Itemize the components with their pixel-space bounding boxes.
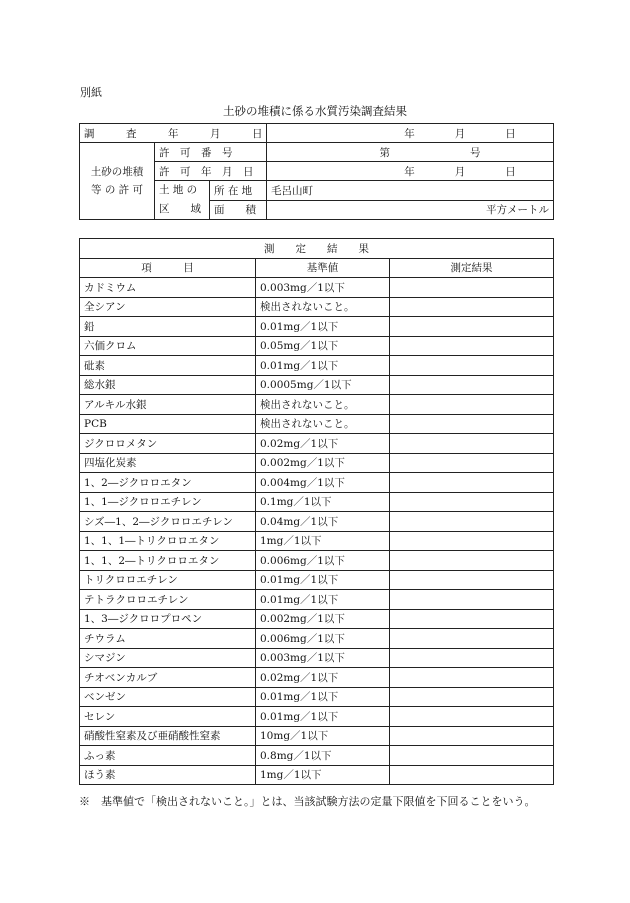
item-cell: シズ―1、2―ジクロロエチレン [80, 512, 256, 532]
result-cell [390, 278, 554, 298]
table-row [80, 395, 554, 415]
day-label: 日 [505, 127, 516, 140]
table-row [80, 609, 554, 629]
table-row [80, 297, 554, 317]
item-cell: チウラム [80, 629, 256, 649]
table-row [80, 629, 554, 649]
result-cell [390, 668, 554, 688]
result-cell [390, 648, 554, 668]
result-cell [390, 434, 554, 454]
table-row [80, 531, 554, 551]
permit-date-label: 許 可 年 月 日 [155, 162, 267, 181]
table-row [80, 356, 554, 376]
result-cell [390, 473, 554, 493]
item-cell: トリクロロエチレン [80, 570, 256, 590]
table-row [80, 492, 554, 512]
item-cell: チオベンカルブ [80, 668, 256, 688]
column-header-result: 測定結果 [390, 258, 554, 278]
table-row [80, 746, 554, 766]
standard-cell: 0.01mg／1以下 [256, 317, 390, 337]
result-cell [390, 570, 554, 590]
permit-year-label: 年 [404, 165, 415, 178]
item-cell: 六価クロム [80, 336, 256, 356]
item-cell: 1、1、2―トリクロロエタン [80, 551, 256, 571]
standard-cell: 0.01mg／1以下 [256, 687, 390, 707]
result-cell [390, 590, 554, 610]
standard-cell: 0.006mg／1以下 [256, 551, 390, 571]
table-row [80, 590, 554, 610]
result-cell [390, 726, 554, 746]
permit-number-value [267, 143, 554, 162]
permit-group-label-line2: 等 の 許 可 [90, 184, 143, 196]
table-row [80, 278, 554, 298]
table-row [80, 648, 554, 668]
item-cell: ジクロロメタン [80, 434, 256, 454]
item-cell: 1、2―ジクロロエタン [80, 473, 256, 493]
standard-cell: 検出されないこと。 [256, 414, 390, 434]
item-cell: 鉛 [80, 317, 256, 337]
standard-cell: 0.01mg／1以下 [256, 707, 390, 727]
table-row [80, 512, 554, 532]
table-row [80, 551, 554, 571]
item-cell: 総水銀 [80, 375, 256, 395]
result-cell [390, 609, 554, 629]
survey-date-label: 調 査 年 月 日 [80, 124, 267, 143]
results-table [79, 238, 554, 785]
standard-cell: 0.003mg／1以下 [256, 648, 390, 668]
standard-cell: 0.002mg／1以下 [256, 609, 390, 629]
table-row [80, 570, 554, 590]
result-cell [390, 551, 554, 571]
standard-cell: 0.01mg／1以下 [256, 590, 390, 610]
table-row [80, 336, 554, 356]
table-row [80, 434, 554, 454]
year-label: 年 [404, 127, 415, 140]
result-cell [390, 492, 554, 512]
permit-day-label: 日 [505, 165, 516, 178]
item-cell: 1、1―ジクロロエチレン [80, 492, 256, 512]
item-cell: 1、1、1―トリクロロエタン [80, 531, 256, 551]
standard-cell: 0.004mg／1以下 [256, 473, 390, 493]
standard-cell: 0.05mg／1以下 [256, 336, 390, 356]
survey-info-table [79, 123, 554, 220]
standard-cell: 0.04mg／1以下 [256, 512, 390, 532]
month-label: 月 [454, 127, 466, 140]
table-row [80, 687, 554, 707]
standard-cell: 1mg／1以下 [256, 765, 390, 785]
location-label: 所 在 地 [210, 181, 267, 201]
table-row [80, 668, 554, 688]
item-cell: ほう素 [80, 765, 256, 785]
result-cell [390, 375, 554, 395]
result-cell [390, 512, 554, 532]
result-cell [390, 356, 554, 376]
item-cell: セレン [80, 707, 256, 727]
item-cell: カドミウム [80, 278, 256, 298]
table-row [80, 765, 554, 785]
result-cell [390, 395, 554, 415]
attachment-label: 別紙 [80, 86, 102, 99]
standard-cell: 検出されないこと。 [256, 395, 390, 415]
result-cell [390, 765, 554, 785]
standard-cell: 0.01mg／1以下 [256, 356, 390, 376]
item-cell: 1、3―ジクロロプロペン [80, 609, 256, 629]
document-title: 土砂の堆積に係る水質汚染調査結果 [223, 104, 407, 118]
result-cell [390, 531, 554, 551]
standard-cell: 1mg／1以下 [256, 531, 390, 551]
result-cell [390, 297, 554, 317]
area-unit: 平方メートル [267, 200, 554, 220]
permit-number-prefix: 第 [379, 146, 390, 159]
permit-number-label: 許 可 番 号 [155, 143, 267, 162]
standard-cell: 0.01mg／1以下 [256, 570, 390, 590]
result-cell [390, 453, 554, 473]
permit-date-value [267, 162, 554, 181]
column-header-standard: 基準値 [256, 258, 390, 278]
permit-group-label-line1: 土砂の堆積 [90, 166, 144, 178]
location-value: 毛呂山町 [267, 181, 554, 201]
standard-cell: 0.006mg／1以下 [256, 629, 390, 649]
survey-date-value [267, 124, 554, 143]
table-row [80, 453, 554, 473]
table-row [80, 707, 554, 727]
footnote: ※ 基準値で「検出されないこと。」とは、当該試験方法の定量下限値を下回ることをいう。 [79, 795, 536, 808]
table-row [80, 414, 554, 434]
column-header-item: 項 目 [80, 258, 256, 278]
item-cell: アルキル水銀 [80, 395, 256, 415]
results-body [80, 278, 554, 785]
item-cell: ベンゼン [80, 687, 256, 707]
item-cell: 硝酸性窒素及び亜硝酸性窒素 [80, 726, 256, 746]
survey-date-row [80, 124, 554, 143]
item-cell: 全シアン [80, 297, 256, 317]
land-area-label [155, 181, 210, 220]
permit-number-row [80, 143, 554, 162]
standard-cell: 10mg／1以下 [256, 726, 390, 746]
land-area-label-line1: 土 地 の [159, 184, 198, 196]
item-cell: 四塩化炭素 [80, 453, 256, 473]
land-area-label-line2: 区 域 [159, 203, 201, 215]
area-label: 面 積 [210, 200, 267, 220]
permit-number-suffix: 号 [470, 146, 481, 159]
item-cell: テトラクロロエチレン [80, 590, 256, 610]
item-cell: シマジン [80, 648, 256, 668]
permit-group-label [80, 143, 155, 220]
result-cell [390, 629, 554, 649]
standard-cell: 検出されないこと。 [256, 297, 390, 317]
standard-cell: 0.1mg／1以下 [256, 492, 390, 512]
standard-cell: 0.003mg／1以下 [256, 278, 390, 298]
table-row [80, 375, 554, 395]
standard-cell: 0.02mg／1以下 [256, 668, 390, 688]
table-row [80, 317, 554, 337]
result-cell [390, 687, 554, 707]
result-cell [390, 317, 554, 337]
standard-cell: 0.8mg／1以下 [256, 746, 390, 766]
item-cell: ふっ素 [80, 746, 256, 766]
item-cell: 砒素 [80, 356, 256, 376]
result-cell [390, 336, 554, 356]
table-row [80, 473, 554, 493]
result-cell [390, 414, 554, 434]
permit-month-label: 月 [454, 165, 466, 178]
result-cell [390, 707, 554, 727]
item-cell: PCB [80, 414, 256, 434]
standard-cell: 0.0005mg／1以下 [256, 375, 390, 395]
standard-cell: 0.02mg／1以下 [256, 434, 390, 454]
result-cell [390, 746, 554, 766]
table-row [80, 726, 554, 746]
standard-cell: 0.002mg／1以下 [256, 453, 390, 473]
results-section-title: 測 定 結 果 [80, 239, 554, 259]
